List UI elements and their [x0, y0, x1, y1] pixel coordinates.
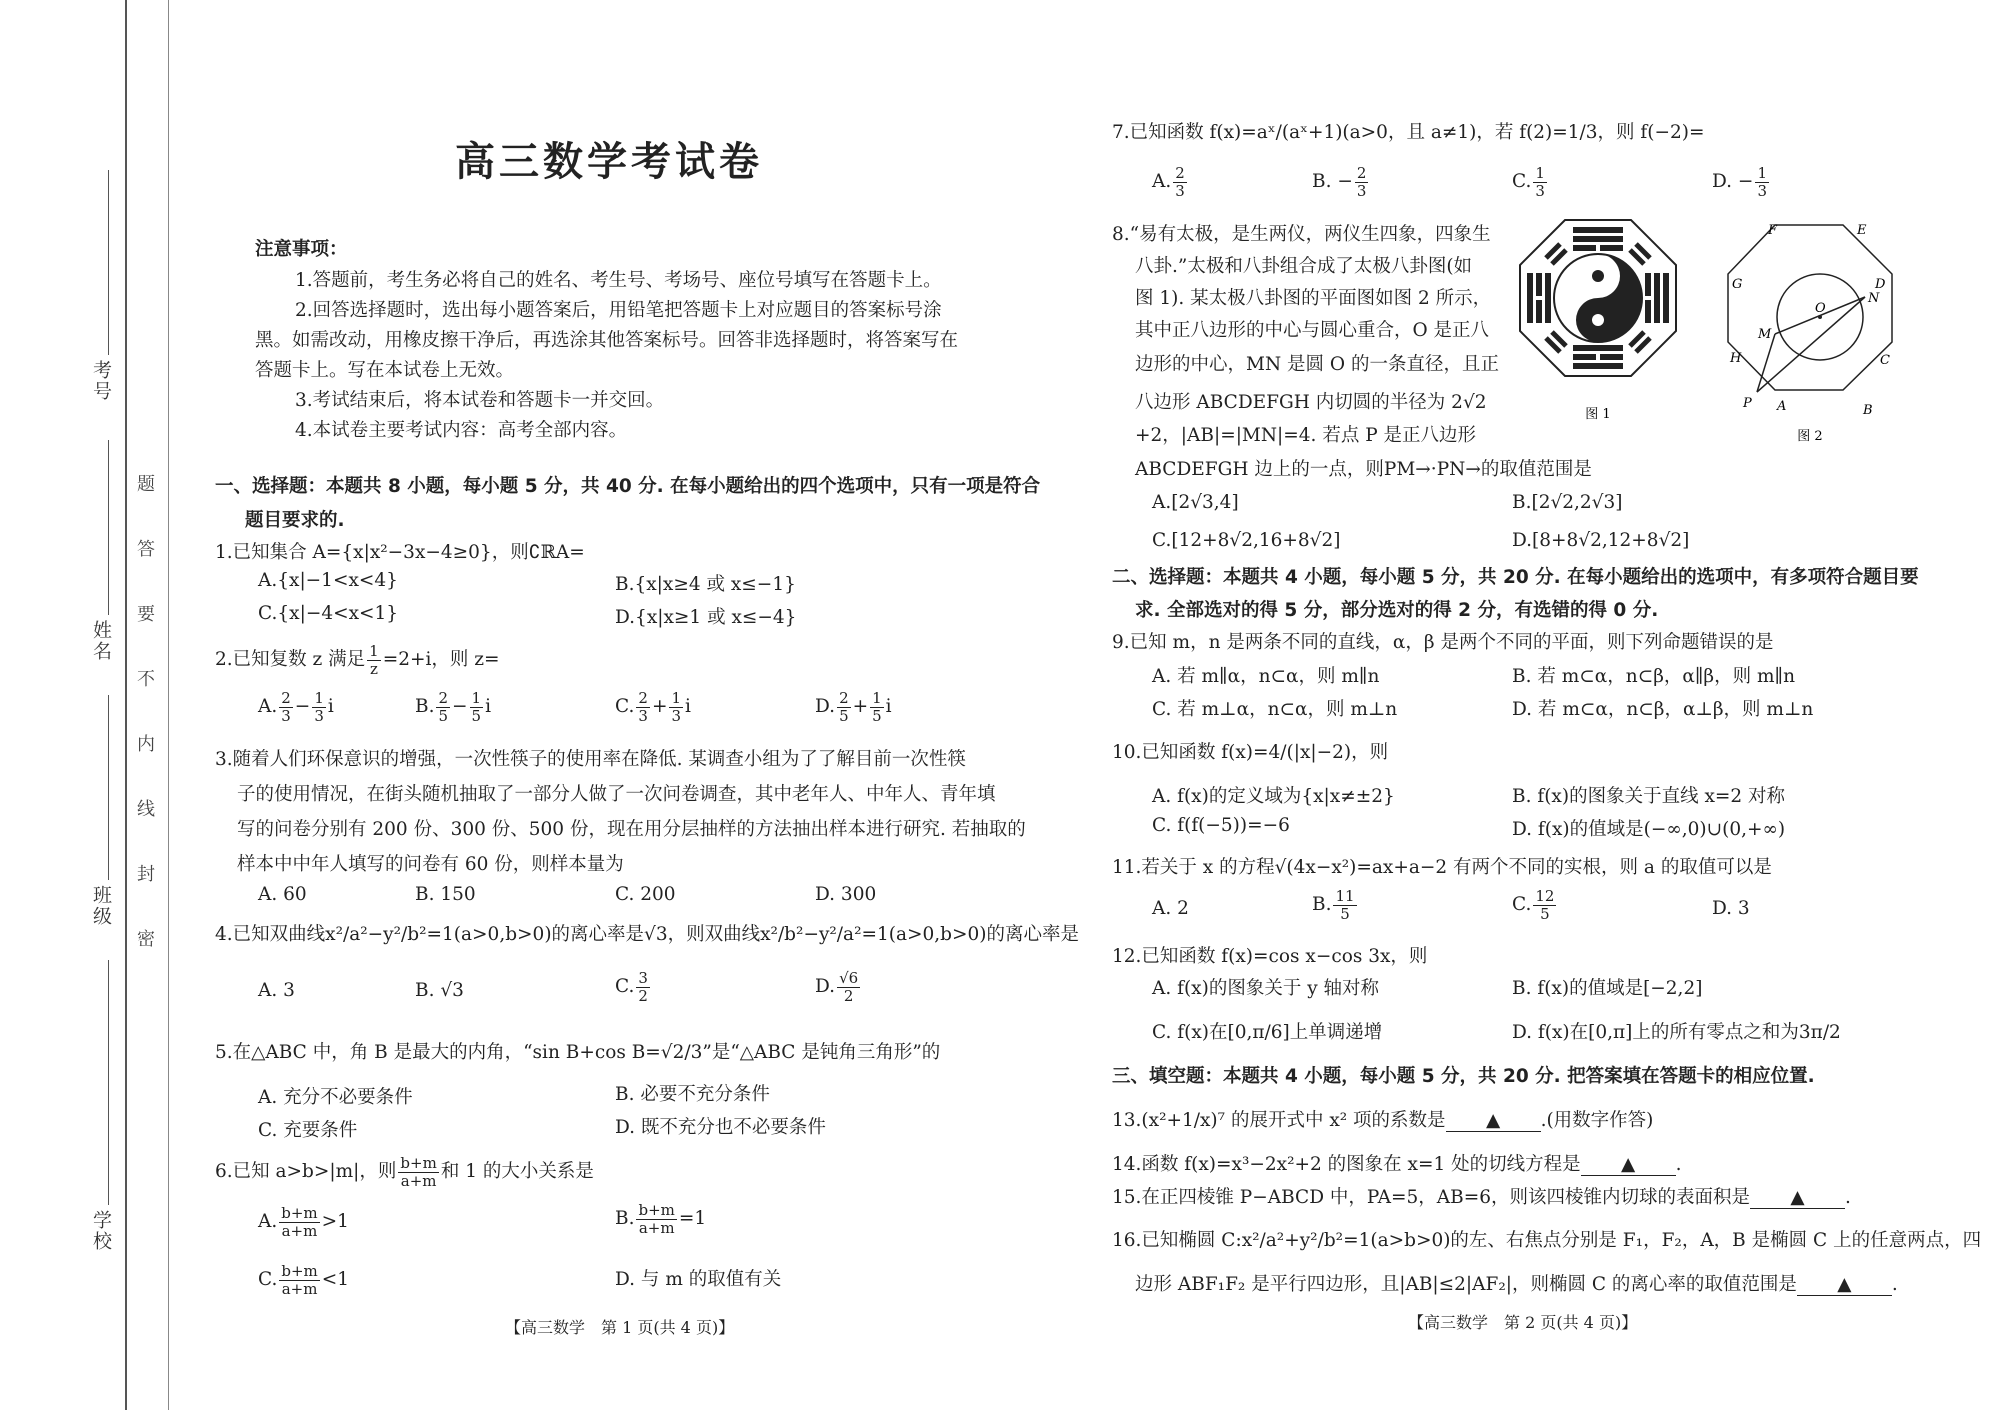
q10-option-a: A. f(x)的定义域为{x|x≠±2}: [1152, 786, 1395, 807]
figure-1-taiji-bagua: [1518, 218, 1678, 423]
q7-option-b: B. − $\frac{2}{3}$: [1312, 164, 1367, 200]
q12-option-a: A. f(x)的图象关于 y 轴对称: [1152, 978, 1380, 999]
exam-no-label: 考号: [90, 360, 112, 402]
q3-option-b: B. 150: [415, 884, 476, 905]
q2-stem-post: =2+i，则 z=: [382, 649, 500, 670]
q8-option-a: A.[2√3,4]: [1152, 492, 1239, 513]
q7-stem: 7.已知函数 f(x)=aˣ/(aˣ+1)(a>0，且 a≠1)，若 f(2)=1/3，则 f(−2)=: [1112, 122, 1705, 143]
svg-text:P: P: [1743, 396, 1752, 411]
q16-answer-blank: ▲: [1797, 1274, 1892, 1296]
svg-text:M: M: [1758, 327, 1772, 342]
q1-stem: 1.已知集合 A={x|x²−3x−4≥0}，则∁ℝA=: [215, 542, 585, 563]
figure-2-octagon: [1725, 222, 1895, 444]
seal-char-1: 密: [137, 929, 155, 950]
footer-page-1: 【高三数学 第 1 页(共 4 页)】: [505, 1318, 735, 1337]
q6-stem: 6.已知 a>b>|m|，则 $\frac{b+m}{a+m}$ 和 1 的大小关系是: [215, 1154, 594, 1190]
notice-line-4: 答题卡上。写在本试卷上无效。: [255, 360, 515, 381]
q6-option-b: B. $\frac{b+m}{a+m}$ =1: [615, 1201, 707, 1237]
section1-line2: 题目要求的.: [245, 510, 345, 531]
q10-option-c: C. f(f(−5))=−6: [1152, 815, 1290, 836]
section3-heading: 三、填空题：本题共 4 小题，每小题 5 分，共 20 分. 把答案填在答题卡的相应位置.: [1112, 1066, 1815, 1087]
q11-option-a: A. 2: [1152, 898, 1189, 919]
q12-option-b: B. f(x)的值域是[−2,2]: [1512, 978, 1703, 999]
class-blank: [108, 695, 109, 880]
svg-text:D: D: [1875, 277, 1886, 292]
q2-option-b: B. $\frac{2}{5}$ − $\frac{1}{5}$ i: [415, 689, 492, 725]
svg-text:E: E: [1857, 223, 1867, 238]
q3-option-a: A. 60: [258, 884, 307, 905]
q8-line-4: 其中正八边形的中心与圆心重合，O 是正八: [1135, 320, 1490, 341]
svg-text:B: B: [1863, 403, 1873, 418]
q1-option-c: C.{x|−4<x<1}: [258, 603, 399, 624]
q3-line-4: 样本中中年人填写的问卷有 60 份，则样本量为: [237, 854, 624, 875]
q5-option-a: A. 充分不必要条件: [258, 1087, 413, 1108]
q8-option-d: D.[8+8√2,12+8√2]: [1512, 530, 1690, 551]
seal-char-4: 内: [137, 734, 155, 755]
q2-stem-pre: 2.已知复数 z 满足: [215, 649, 366, 670]
q7-option-c: C. $\frac{1}{3}$: [1512, 164, 1545, 200]
notice-line-1: 1.答题前，考生务必将自己的姓名、考生号、考场号、座位号填写在答题卡上。: [295, 270, 942, 291]
seal-char-2: 封: [137, 864, 155, 885]
school-blank: [108, 960, 109, 1205]
q11-option-d: D. 3: [1712, 898, 1750, 919]
q8-line-3: 图 1). 某太极八卦图的平面图如图 2 所示，: [1135, 288, 1492, 309]
q8-line-5: 边形的中心，MN 是圆 O 的一条直径，且正: [1135, 354, 1499, 375]
q16-line-2: 边形 ABF₁F₂ 是平行四边形，且|AB|≤2|AF₂|，则椭圆 C 的离心率的取值范围是 ▲ .: [1135, 1274, 1898, 1295]
q6-option-c: C. $\frac{b+m}{a+m}$ <1: [258, 1262, 350, 1298]
q10-stem: 10.已知函数 f(x)=4/(|x|−2)，则: [1112, 742, 1389, 763]
q2-stem: [215, 643, 500, 677]
q8-line-6: 八边形 ABCDEFGH 内切圆的半径为 2√2: [1135, 392, 1487, 413]
svg-text:F: F: [1768, 223, 1778, 238]
q3-option-c: C. 200: [615, 884, 676, 905]
section2-line1: 二、选择题：本题共 4 小题，每小题 5 分，共 20 分. 在每小题给出的选项中，有多项符合题目要: [1112, 567, 1919, 588]
q5-option-d: D. 既不充分也不必要条件: [615, 1117, 826, 1138]
page-title: 高三数学考试卷: [455, 139, 763, 185]
q11-option-c: C. $\frac{12}{5}$: [1512, 887, 1555, 923]
q15-answer-blank: ▲: [1750, 1187, 1845, 1209]
svg-text:O: O: [1815, 301, 1826, 316]
notice-heading: 注意事项：: [255, 239, 348, 260]
seal-char-7: 答: [137, 539, 155, 560]
q10-option-b: B. f(x)的图象关于直线 x=2 对称: [1512, 786, 1786, 807]
notice-line-6: 4.本试卷主要考试内容：高考全部内容。: [295, 420, 628, 441]
q2-option-c: C. $\frac{2}{3}$ + $\frac{1}{3}$ i: [615, 689, 691, 725]
notice-line-5: 3.考试结束后，将本试卷和答题卡一并交回。: [295, 390, 665, 411]
q8-line-1: 8.“易有太极，是生两仪，两仪生四象，四象生: [1112, 224, 1491, 245]
q3-line-3: 写的问卷分别有 200 份、300 份、500 份，现在用分层抽样的方法抽出样本进行研究. 若抽取的: [237, 819, 1026, 840]
q14-stem: 14.函数 f(x)=x³−2x²+2 的图象在 x=1 处的切线方程是 ▲ .: [1112, 1154, 1682, 1175]
q4-option-c: C. $\frac{3}{2}$: [615, 969, 648, 1005]
school-label: 学校: [90, 1210, 112, 1252]
q2-option-d: D. $\frac{2}{5}$ + $\frac{1}{5}$ i: [815, 689, 892, 725]
q13-stem: 13.(x²+1/x)⁷ 的展开式中 x² 项的系数是 ▲ .(用数字作答): [1112, 1110, 1654, 1131]
q12-option-c: C. f(x)在[0,π/6]上单调递增: [1152, 1022, 1383, 1043]
q2-option-a: A. $\frac{2}{3}$ − $\frac{1}{3}$ i: [258, 689, 334, 725]
seal-char-5: 不: [137, 669, 155, 690]
notice-line-2: 2.回答选择题时，选出每小题答案后，用铅笔把答题卡上对应题目的答案标号涂: [295, 300, 942, 321]
section2-line2: 求. 全部选对的得 5 分，部分选对的得 2 分，有选错的得 0 分.: [1135, 600, 1659, 621]
q10-option-d: D. f(x)的值域是(−∞,0)∪(0,+∞): [1512, 819, 1786, 840]
q8-line-2: 八卦.”太极和八卦组合成了太极八卦图(如: [1135, 256, 1473, 277]
section1-line1: 一、选择题：本题共 8 小题，每小题 5 分，共 40 分. 在每小题给出的四个选项中，只有一项是符合: [215, 476, 1041, 497]
q9-option-a: A. 若 m∥α，n⊂α，则 m∥n: [1152, 666, 1380, 687]
q1-option-b: B.{x|x≥4 或 x≤−1}: [615, 574, 796, 595]
q8-line-8: ABCDEFGH 边上的一点，则PM→·PN→的取值范围是: [1135, 459, 1592, 480]
exam-no-blank: [108, 170, 109, 355]
q1-option-d: D.{x|x≥1 或 x≤−4}: [615, 607, 797, 628]
seal-char-6: 要: [137, 604, 155, 625]
q7-option-d: D. − $\frac{1}{3}$: [1712, 164, 1767, 200]
q12-option-d: D. f(x)在[0,π]上的所有零点之和为3π/2: [1512, 1022, 1841, 1043]
q16-line-1: 16.已知椭圆 C:x²/a²+y²/b²=1(a>b>0)的左、右焦点分别是 F₁，F₂，A，B 是椭圆 C 上的任意两点，四: [1112, 1230, 1982, 1251]
seal-char-8: 题: [137, 474, 155, 495]
notice-line-3: 黑。如需改动，用橡皮擦干净后，再选涂其他答案标号。回答非选择题时，将答案写在: [255, 330, 959, 351]
name-blank: [108, 440, 109, 615]
figure-1-caption: 图 1: [1585, 407, 1611, 422]
q9-option-c: C. 若 m⊥α，n⊂α，则 m⊥n: [1152, 699, 1398, 720]
q8-option-c: C.[12+8√2,16+8√2]: [1152, 530, 1341, 551]
binding-line-outer: [125, 0, 127, 1410]
q5-option-c: C. 充要条件: [258, 1120, 358, 1141]
q9-option-d: D. 若 m⊂α，n⊂β，α⊥β，则 m⊥n: [1512, 699, 1814, 720]
q3-option-d: D. 300: [815, 884, 877, 905]
q4-option-d: D. $\frac{√6}{2}$: [815, 969, 859, 1005]
q11-option-b: B. $\frac{11}{5}$: [1312, 887, 1355, 923]
q15-stem: 15.在正四棱锥 P−ABCD 中，PA=5，AB=6，则该四棱锥内切球的表面积是 ▲ .: [1112, 1187, 1851, 1208]
svg-text:G: G: [1732, 277, 1743, 292]
q5-stem: 5.在△ABC 中，角 B 是最大的内角，“sin B+cos B=√2/3”是“△ABC 是钝角三角形”的: [215, 1042, 941, 1063]
q7-option-a: A. $\frac{2}{3}$: [1152, 164, 1185, 200]
q8-line-7: +2，|AB|=|MN|=4. 若点 P 是正八边形: [1135, 425, 1477, 446]
seal-char-3: 线: [137, 799, 155, 820]
q1-option-a: A.{x|−1<x<4}: [258, 570, 398, 591]
binding-line-inner: [168, 0, 169, 1410]
footer-page-2: 【高三数学 第 2 页(共 4 页)】: [1408, 1313, 1638, 1332]
svg-text:H: H: [1730, 351, 1742, 366]
svg-text:A: A: [1777, 399, 1787, 414]
q5-option-b: B. 必要不充分条件: [615, 1084, 770, 1105]
q8-option-b: B.[2√2,2√3]: [1512, 492, 1623, 513]
name-label: 姓名: [90, 620, 112, 662]
svg-text:C: C: [1880, 353, 1890, 368]
svg-text:N: N: [1868, 291, 1880, 306]
q3-line-2: 子的使用情况，在街头随机抽取了一部分人做了一次问卷调查，其中老年人、中年人、青年填: [237, 784, 996, 805]
q4-option-a: A. 3: [258, 980, 295, 1001]
q6-option-a: A. $\frac{b+m}{a+m}$ >1: [258, 1204, 349, 1240]
figure-2-caption: 图 2: [1797, 429, 1823, 444]
q13-answer-blank: ▲: [1446, 1110, 1541, 1132]
class-label: 班级: [90, 885, 112, 927]
q9-stem: 9.已知 m，n 是两条不同的直线，α，β 是两个不同的平面，则下列命题错误的是: [1112, 632, 1774, 653]
q3-line-1: 3.随着人们环保意识的增强，一次性筷子的使用率在降低. 某调查小组为了了解目前一次性筷: [215, 749, 966, 770]
q4-option-b: B. √3: [415, 980, 464, 1001]
q2-frac-lhs: $\frac{1}{z}$: [369, 642, 379, 678]
q9-option-b: B. 若 m⊂α，n⊂β，α∥β，则 m∥n: [1512, 666, 1796, 687]
q14-answer-blank: ▲: [1581, 1154, 1676, 1176]
q11-stem: 11.若关于 x 的方程√(4x−x²)=ax+a−2 有两个不同的实根，则 a 的取值可以是: [1112, 857, 1772, 878]
q12-stem: 12.已知函数 f(x)=cos x−cos 3x，则: [1112, 946, 1428, 967]
q6-option-d: D. 与 m 的取值有关: [615, 1269, 782, 1290]
q4-stem: 4.已知双曲线x²/a²−y²/b²=1(a>0,b>0)的离心率是√3，则双曲线x²/b²−y²/a²=1(a>0,b>0)的离心率是: [215, 924, 1079, 945]
